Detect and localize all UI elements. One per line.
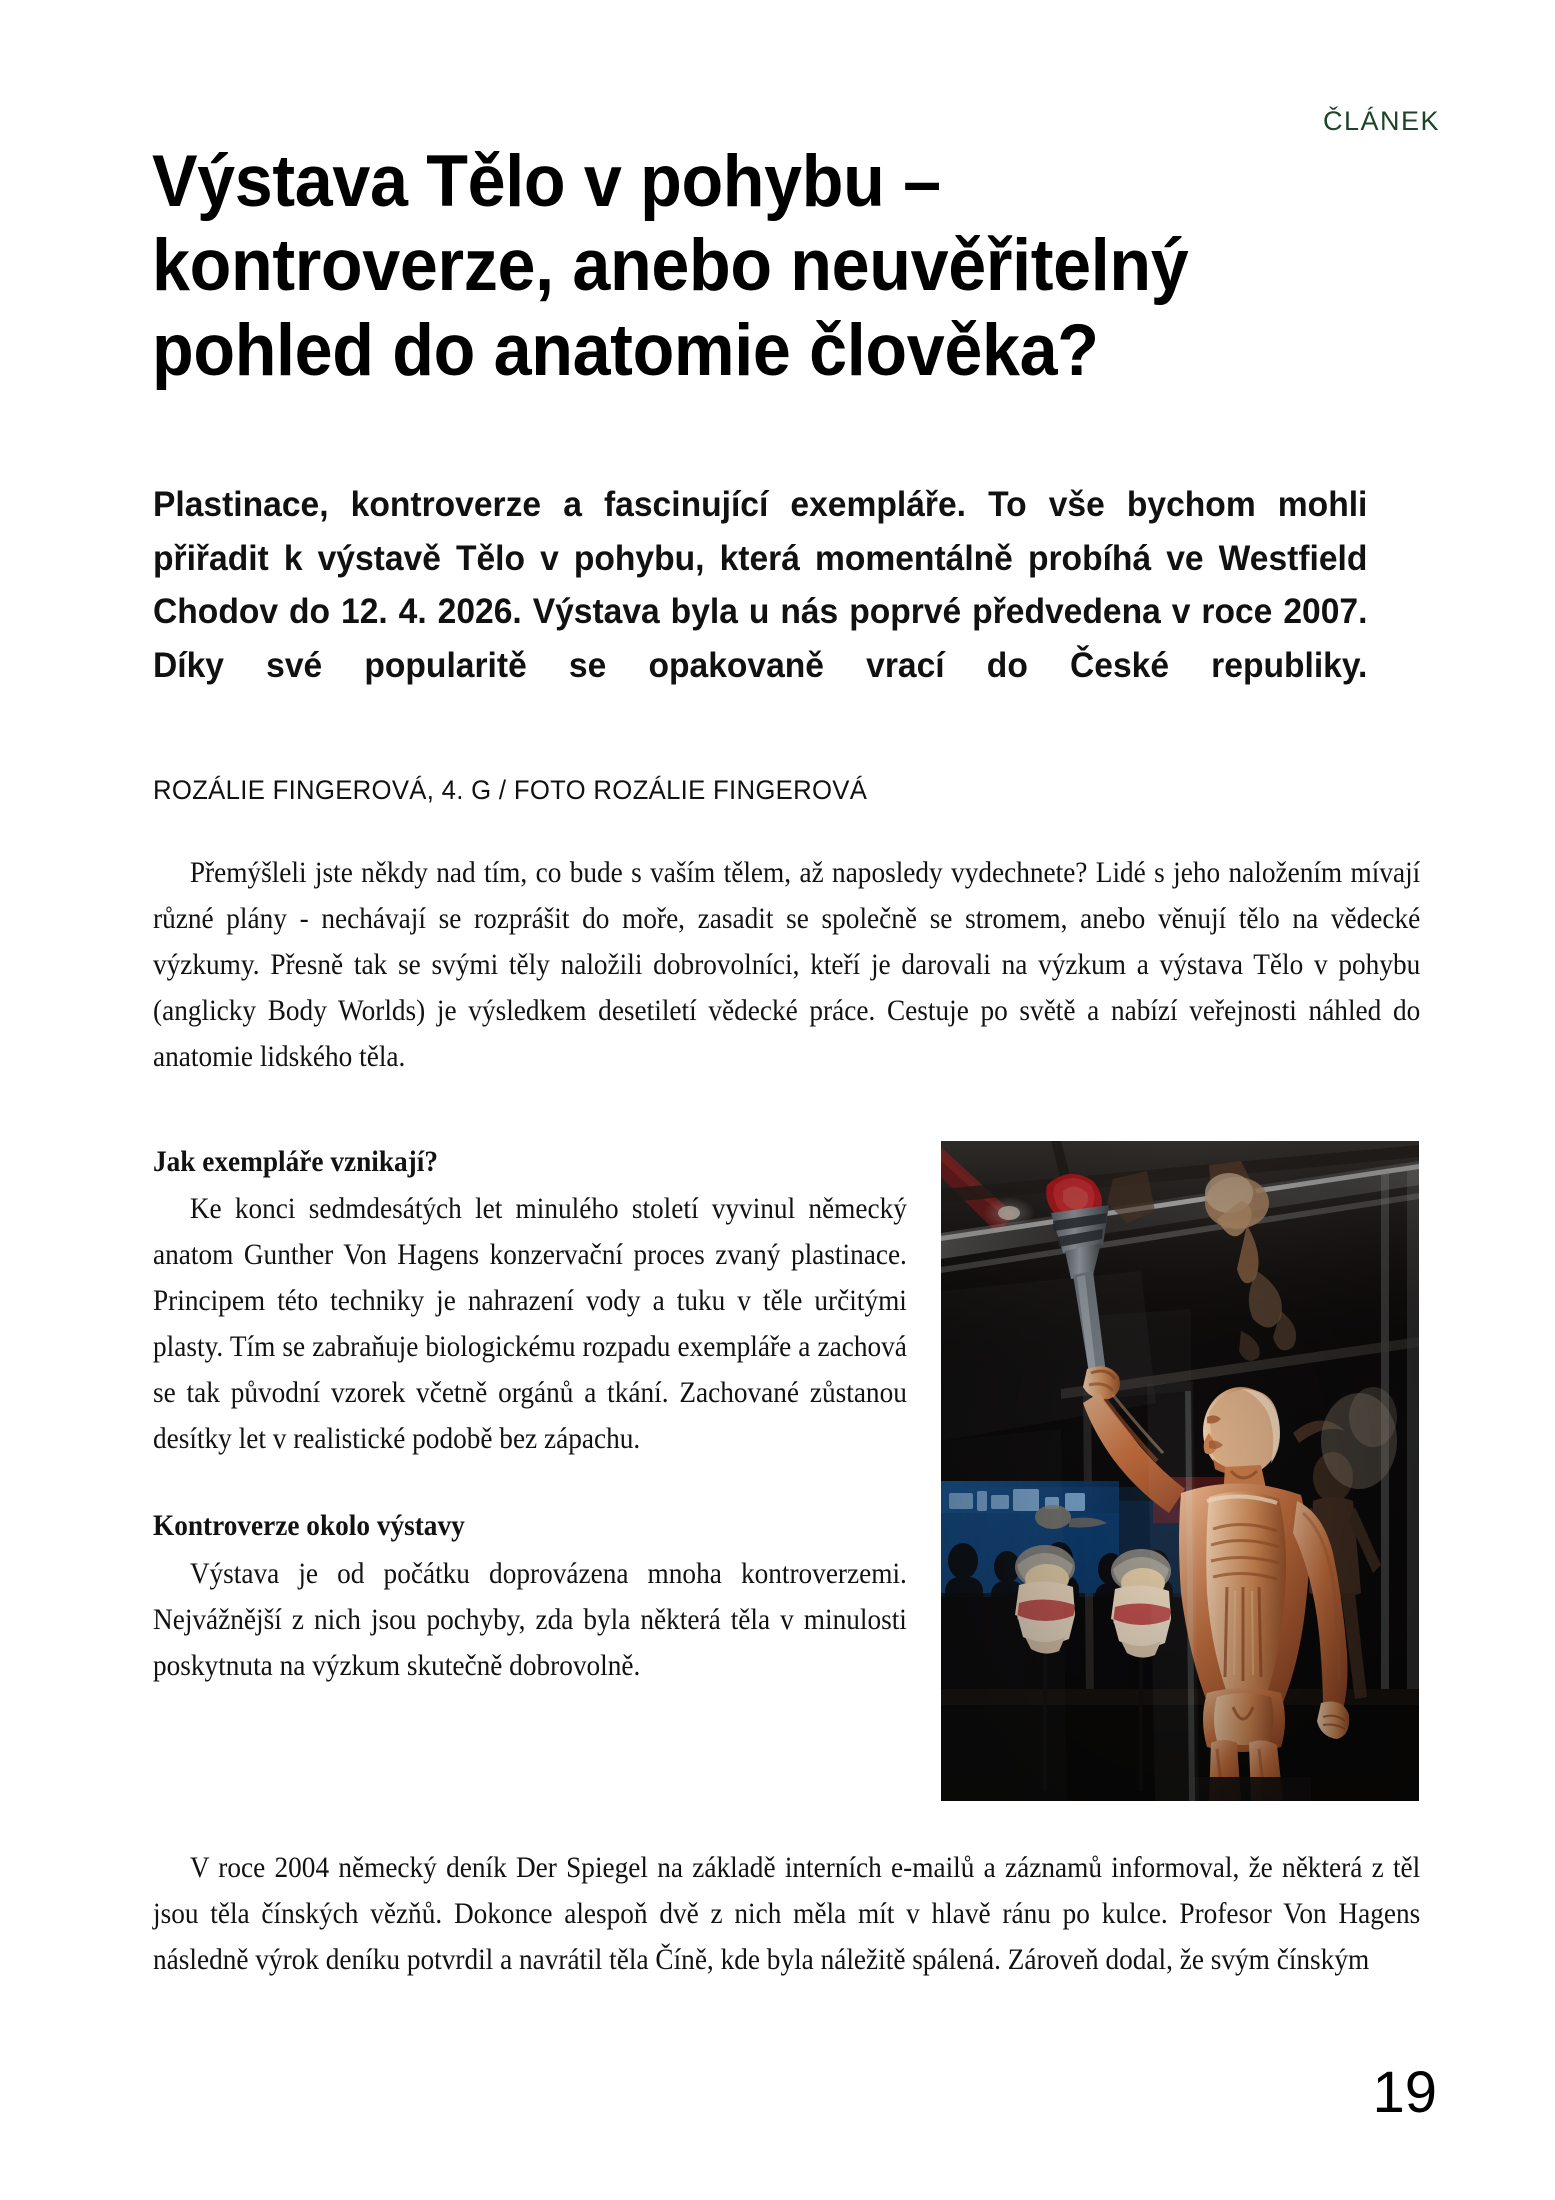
- article-body-left-column: [153, 1140, 907, 1689]
- page-number: 19: [1372, 2060, 1437, 2125]
- photo-illustration: [941, 1141, 1419, 1801]
- section-kicker: ČLÁNEK: [1323, 106, 1440, 136]
- paragraph-spacer: [153, 1462, 907, 1504]
- article-body-intro: [153, 850, 1420, 1080]
- byline: ROZÁLIE FINGEROVÁ, 4. G / FOTO ROZÁLIE FINGEROVÁ: [153, 775, 868, 805]
- paragraph-intro: Přemýšleli jste někdy nad tím, co bude s vaším tělem, až naposledy vydechnete? Lidé s jeho naložením mívají různé plány - nechávají se rozprášit do moře, zasadit se společně se stromem, anebo věnují tělo na vědecké výzkumy. Přesně tak se svými těly naložili dobrovolníci, kteří je darovali na výzkum a výstava Tělo v pohybu (anglicky Body Worlds) je výsledkem desetiletí vědecké práce. Cestuje po světě a nabízí veřejnosti náhled do anatomie lidského těla.: [153, 857, 1421, 1074]
- paragraph-der-spiegel: V roce 2004 německý deník Der Spiegel na základě interních e-mailů a záznamů informoval, že některá z těl jsou těla čínských vězňů. Dokonce alespoň dvě z nich měla mít v hlavě ránu po kulce. Profesor Von Hagens následně výrok deníku potvrdil a navrátil těla Číně, kde byla náležitě spálená. Zároveň dodal, že svým čínským: [153, 1852, 1421, 1977]
- subheading-how-specimens-are-made: Jak exempláře vznikají?: [153, 1146, 438, 1178]
- paragraph-plastination: Ke konci sedmdesátých let minulého století vyvinul německý anatom Gunther Von Hagens konzervační proces zvaný plastinace. Principem této techniky je nahrazení vody a tuku v těle určitými plasty. Tím se zabraňuje biologickému rozpadu exempláře a zachová se tak původní vzorek včetně orgánů a tkání. Zachované zůstanou desítky let v realistické podobě bez zápachu.: [153, 1193, 907, 1456]
- article-lead: Plastinace, kontroverze a fascinující exempláře. To vše bychom mohli přiřadit k výstavě Tělo v pohybu, která momentálně probíhá ve Westfield Chodov do 12. 4. 2026. Výstava byla u nás poprvé předvedena v roce 2007. Díky své popularitě se opakovaně vrací do České republiky.: [153, 485, 1368, 685]
- subheading-controversy: Kontroverze okolo výstavy: [153, 1510, 465, 1543]
- article-photo: [941, 1141, 1419, 1801]
- paragraph-controversy: Výstava je od počátku doprovázena mnoha kontroverzemi. Nejvážnější z nich jsou pochyby, zda byla některá těla v minulosti poskytnuta na výzkum skutečně dobrovolně.: [153, 1557, 907, 1682]
- page-title: Výstava Tělo v pohybu – kontroverze, anebo neuvěřitelný pohled do anatomie člověka?: [152, 141, 1189, 391]
- article-body-bottom: [153, 1845, 1420, 1983]
